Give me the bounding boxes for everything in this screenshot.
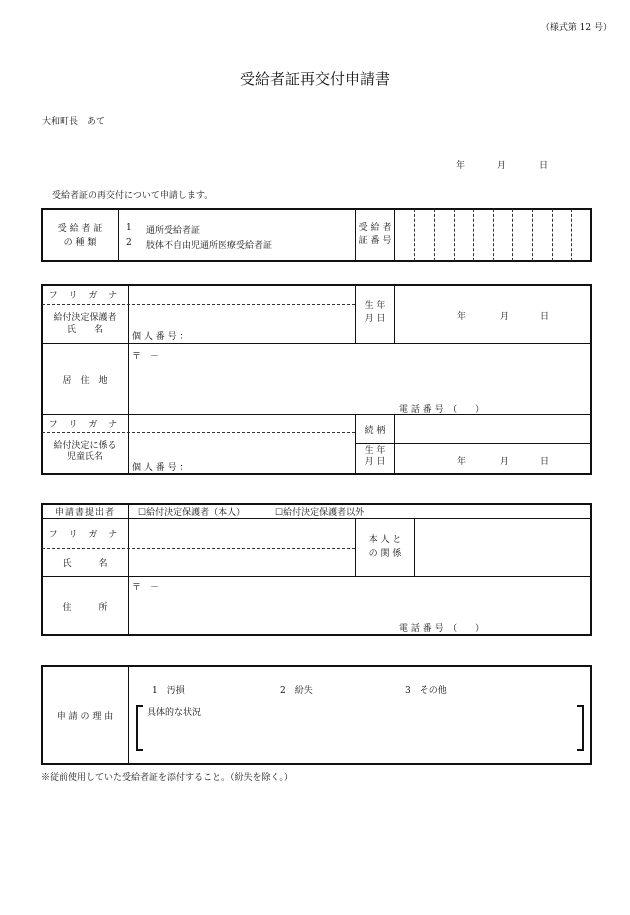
reason-option-damage[interactable]: 1 汚損 [152,686,185,696]
child-birthdate-input[interactable]: 年 月 日 [457,457,550,467]
addressee: 大和町長 あて [42,117,106,127]
guardian-birth-label: 生 年 月 日 [364,301,386,324]
type-label: 受 給 者 証 の 種 類 [57,224,103,248]
intro-text: 受給者証の再交付について申請します。 [52,191,214,201]
date-year: 年 [456,161,466,171]
guardian-name-input[interactable] [129,305,355,327]
submitter-address-input[interactable]: 〒 － 電 話 番 号 （ ） [132,583,485,634]
submitter-label: 申請書提出者 [54,507,115,518]
date-day: 日 [539,161,549,171]
submitter-name-input[interactable] [129,549,355,576]
relation-to-person-input[interactable] [415,519,591,576]
reason-option-other[interactable]: 3 その他 [405,686,447,696]
residence-input[interactable]: 〒 － 電 話 番 号 （ ） [132,352,485,415]
child-furigana-label: フ リ ガ ナ [48,420,122,430]
option-disability-services[interactable]: 通所受給者証 [146,226,201,236]
page-title: 受給者証再交付申請書 [239,70,390,88]
reason-label: 申 請 の 理 由 [56,711,114,722]
child-furigana-input[interactable] [129,415,355,432]
submitter-name-label: 氏 名 [62,559,108,569]
details-label: 具体的な状況 [147,708,202,718]
submitter-address-label: 住 所 [62,602,108,613]
cert-number-label: 受 給 者 証 番 号 [358,223,392,246]
furigana-label: フ リ ガ ナ [48,291,122,301]
guardian-birthdate-input[interactable]: 年 月 日 [457,312,550,322]
checkbox-other-than-guardian[interactable]: ☐給付決定保護者以外 [275,508,365,518]
guardian-furigana-input[interactable] [129,285,355,304]
child-birth-label: 生 年 月 日 [364,446,386,467]
checkbox-guardian-self[interactable]: ☐給付決定保護者（本人） [138,508,246,518]
relation-to-person-label: 本 人 と の 関 係 [368,535,402,559]
relationship-label: 続 柄 [364,425,386,436]
residence-label: 居 住 地 [62,375,108,386]
child-name-label: 給付決定に係る 児童氏名 [53,441,117,462]
form-number: （様式第 12 号） [540,23,612,33]
relationship-input[interactable] [395,415,591,443]
cert-number-input[interactable] [395,209,591,261]
option2-number: 2 [126,238,132,248]
option1-number: 1 [126,223,132,233]
submitter-furigana-label: フ リ ガ ナ [48,530,122,540]
submitter-furigana-input[interactable] [129,519,355,548]
details-bracket-box[interactable] [136,705,584,749]
guardian-my-number[interactable]: 個 人 番 号 ： [132,332,189,342]
reason-option-lost[interactable]: 2 紛失 [280,686,313,696]
footnote: ※従前使用していた受給者証を添付すること。（紛失を除く。） [41,773,293,783]
child-name-input[interactable] [129,433,355,457]
option-medical-services[interactable]: 肢体不自由児通所医療受給者証 [146,241,273,251]
date-month: 月 [497,161,507,171]
guardian-name-label: 給付決定保護者 氏 名 [53,313,117,335]
child-my-number[interactable]: 個 人 番 号 ： [132,463,189,473]
